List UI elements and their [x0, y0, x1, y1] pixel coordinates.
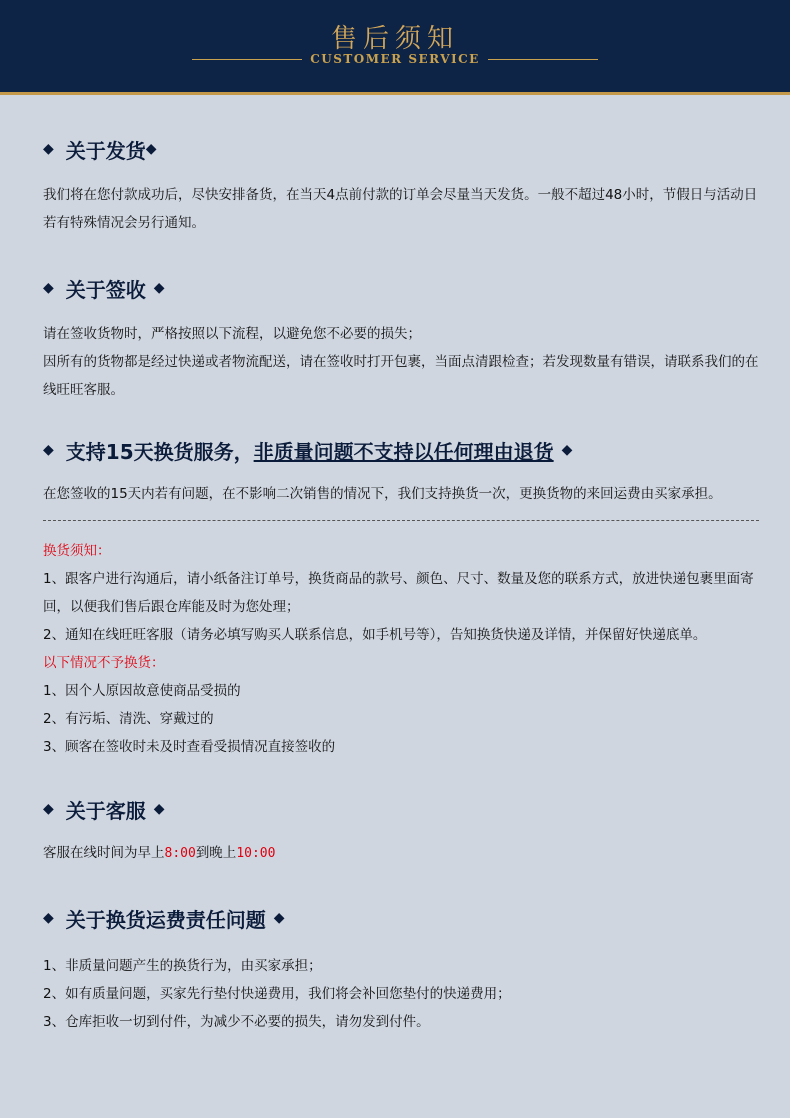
list-item: 1、跟客户进行沟通后，请小纸备注订单号，换货商品的款号、颜色、尺寸、数量及您的联系方式，放进快递包裹里面寄回，以便我们售后跟仓库能及时为您处理； [43, 571, 754, 615]
content [0, 131, 790, 1036]
divider-right [488, 59, 598, 60]
section-title-text: 关于发货 [65, 138, 146, 163]
diamond-icon: ◆ [43, 141, 54, 157]
section-title [43, 900, 762, 936]
diamond-icon: ◆ [153, 801, 165, 817]
section-title [43, 270, 762, 306]
section-exchange [43, 432, 762, 761]
diamond-icon: ◆ [43, 801, 54, 817]
diamond-icon: ◆ [561, 442, 573, 458]
section-title-underlined: 非质量问题不支持以任何理由退货 [253, 439, 554, 464]
section-text: 因所有的货物都是经过快递或者物流配送，请在签收时打开包裹，当面点清跟检查；若发现数量有错误，请联系我们的在线旺旺客服。 [43, 354, 759, 398]
service-time-end: 10:00 [236, 846, 276, 861]
diamond-icon: ◆ [43, 910, 54, 926]
section-title [43, 791, 762, 827]
section-title-text: 关于客服 [65, 798, 146, 823]
list-item: 1、非质量问题产生的换货行为，由买家承担； [43, 958, 322, 974]
section-title [43, 432, 762, 468]
diamond-icon: ◆ [43, 280, 54, 296]
section-freight [43, 900, 762, 1036]
service-hours-text [43, 839, 762, 868]
list-item: 3、顾客在签收时未及时查看受损情况直接签收的 [43, 739, 336, 755]
section-title [43, 131, 762, 167]
divider-left [192, 59, 302, 60]
diamond-icon: ◆ [153, 280, 165, 296]
section-service [43, 791, 762, 868]
section-receipt [43, 270, 762, 404]
service-hours-middle: 到晚上 [195, 845, 237, 861]
service-time-start: 8:00 [164, 846, 196, 861]
no-exchange-label: 以下情况不予换货： [43, 655, 165, 671]
service-hours-prefix: 客服在线时间为早上 [43, 845, 165, 861]
diamond-icon: ◆ [145, 141, 157, 157]
diamond-icon: ◆ [273, 910, 285, 926]
section-title-text: 关于换货运费责任问题 [65, 907, 266, 932]
section-title-text: 支持15天换货服务， [65, 439, 254, 464]
list-item: 2、有污垢、清洗、穿戴过的 [43, 711, 214, 727]
list-item: 1、因个人原因故意使商品受损的 [43, 683, 241, 699]
section-shipping [43, 131, 762, 237]
page-title: 售后须知 [330, 24, 459, 54]
list-item: 3、仓库拒收一切到付件，为减少不必要的损失，请勿发到付件。 [43, 1014, 430, 1030]
list-item: 2、如有质量问题，买家先行垫付快递费用，我们将会补回您垫付的快递费用； [43, 986, 511, 1002]
page-header [0, 0, 790, 95]
subtitle-row [0, 52, 790, 66]
dashed-divider [43, 520, 759, 521]
section-text: 在您签收的15天内若有问题，在不影响二次销售的情况下，我们支持换货一次，更换货物的来回运费由买家承担。 [43, 486, 722, 502]
exchange-notice-label: 换货须知： [43, 543, 111, 559]
page-subtitle: CUSTOMER SERVICE [310, 52, 480, 66]
section-title-text: 关于签收 [65, 277, 146, 302]
section-text: 请在签收货物时，严格按照以下流程，以避免您不必要的损失； [43, 326, 421, 342]
diamond-icon: ◆ [43, 442, 54, 458]
list-item: 2、通知在线旺旺客服（请务必填写购买人联系信息，如手机号等），告知换货快递及详情，并保留好快递底单。 [43, 627, 707, 643]
section-text: 我们将在您付款成功后，尽快安排备货，在当天4点前付款的订单会尽量当天发货。一般不超过48小时，节假日与活动日若有特殊情况会另行通知。 [43, 187, 758, 231]
